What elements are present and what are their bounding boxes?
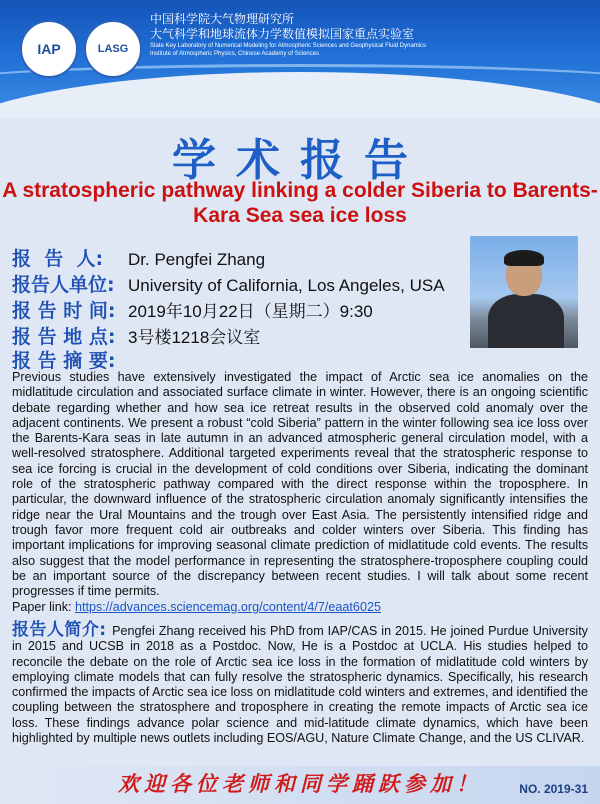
location-value: 3号楼1218会议室 xyxy=(128,328,261,347)
institution-names xyxy=(150,12,426,58)
lasg-logo: LASG xyxy=(84,20,142,78)
abstract-text: Previous studies have extensively investigated the impact of Arctic sea ice anomalies on the midlatitude circulation and associated surface climate in winter. However, there is an ongoing scientific debate regarding whether and how sea ice retreat results in the observed cold anomaly over the adjacent continents. We present a robust “cold Siberia” pattern in the winter following sea ice loss over the Barents-Kara seas in late autumn in an advanced atmospheric general circulation model, with a well-resolved stratosphere. Additional targeted experiments reveal that the stratospheric response to sea ice forcing is crucial in the development of cold conditions over Siberia, indicating the dominant role of the stratospheric pathway compared with the direct response within the troposphere. In particular, the downward influence of the stratospheric circulation anomaly significantly intensifies the ridge near the Ural Mountains and the trough over East Asia. The persistently intensified ridge and trough favor more frequent cold air outbreaks and colder winters over Siberia. This finding has important implications for improving seasonal climate prediction of midlatitude cold events. The results also suggest that the model performance in representing the stratosphere-troposphere coupling could be an important source of the discrepancy between recent studies. I will talk about some recent progresses if time permits. xyxy=(12,370,588,599)
page-title: 学术报告 xyxy=(172,135,428,186)
paper-link[interactable]: https://advances.sciencemag.org/content/4/7/eaat6025 xyxy=(75,600,381,614)
speaker-value: Dr. Pengfei Zhang xyxy=(128,250,266,269)
info-speaker xyxy=(12,244,265,268)
speaker-photo xyxy=(470,236,578,348)
bio-text: Pengfei Zhang received his PhD from IAP/CAS in 2015. He joined Purdue University in 2015 and UCSB in 2018 as a Postdoc. Now, He is a Postdoc at UCLA. His studies helped to reconcile the debate on the role of Arctic sea ice loss in the formation of midlatitude cold winters by employing climate models that can fully resolve the stratospheric dynamics. Specifically, his research confirmed the impacts of Arctic sea ice loss on midlatitude cold winters and extremes, and identified the coupling between the stratosphere and troposphere in creating the remote impacts of Arctic sea ice loss. These findings advance polar science and mid-latitude climate dynamics, which have been highlighted by multiple news outlets including EOS/AGU, Nature Climate Change, and the US CLIVAR. xyxy=(12,624,588,746)
speaker-label: 报 告 人: xyxy=(12,248,104,270)
affiliation-value: University of California, Los Angeles, USA xyxy=(128,276,445,295)
header-banner xyxy=(0,0,600,118)
poster-number: NO. 2019-31 xyxy=(519,782,588,796)
time-value: 2019年10月22日（星期二）9:30 xyxy=(128,302,373,321)
welcome-text: 欢迎各位老师和同学踊跃参加！ xyxy=(118,771,482,796)
institution-en-1: State Key Laboratory of Numerical Modeling for Atmospheric Sciences and Geophysical Fluid Dynamics xyxy=(150,43,427,49)
info-time xyxy=(12,296,373,320)
iap-logo: IAP xyxy=(20,20,78,78)
bio-heading: 报告人简介: xyxy=(12,620,107,640)
info-affiliation xyxy=(12,270,445,294)
institution-cn-2: 大气科学和地球流体力学数值模拟国家重点实验室 xyxy=(150,27,415,41)
institution-cn-1: 中国科学院大气物理研究所 xyxy=(150,12,295,26)
paper-link-line xyxy=(12,600,381,614)
location-label: 报 告 地 点: xyxy=(12,326,116,348)
talk-title: A stratospheric pathway linking a colder Siberia to Barents-Kara Sea sea ice loss xyxy=(2,179,598,227)
time-label: 报 告 时 间: xyxy=(12,300,116,322)
paper-link-label: Paper link: xyxy=(12,600,75,614)
abstract-heading: 报 告 摘 要: xyxy=(12,350,116,372)
institution-en-2: Institute of Atmospheric Physics, Chinese Academy of Sciences xyxy=(150,51,320,57)
bio-section xyxy=(12,620,588,746)
affiliation-label: 报告人单位: xyxy=(12,274,115,296)
info-location xyxy=(12,322,260,346)
